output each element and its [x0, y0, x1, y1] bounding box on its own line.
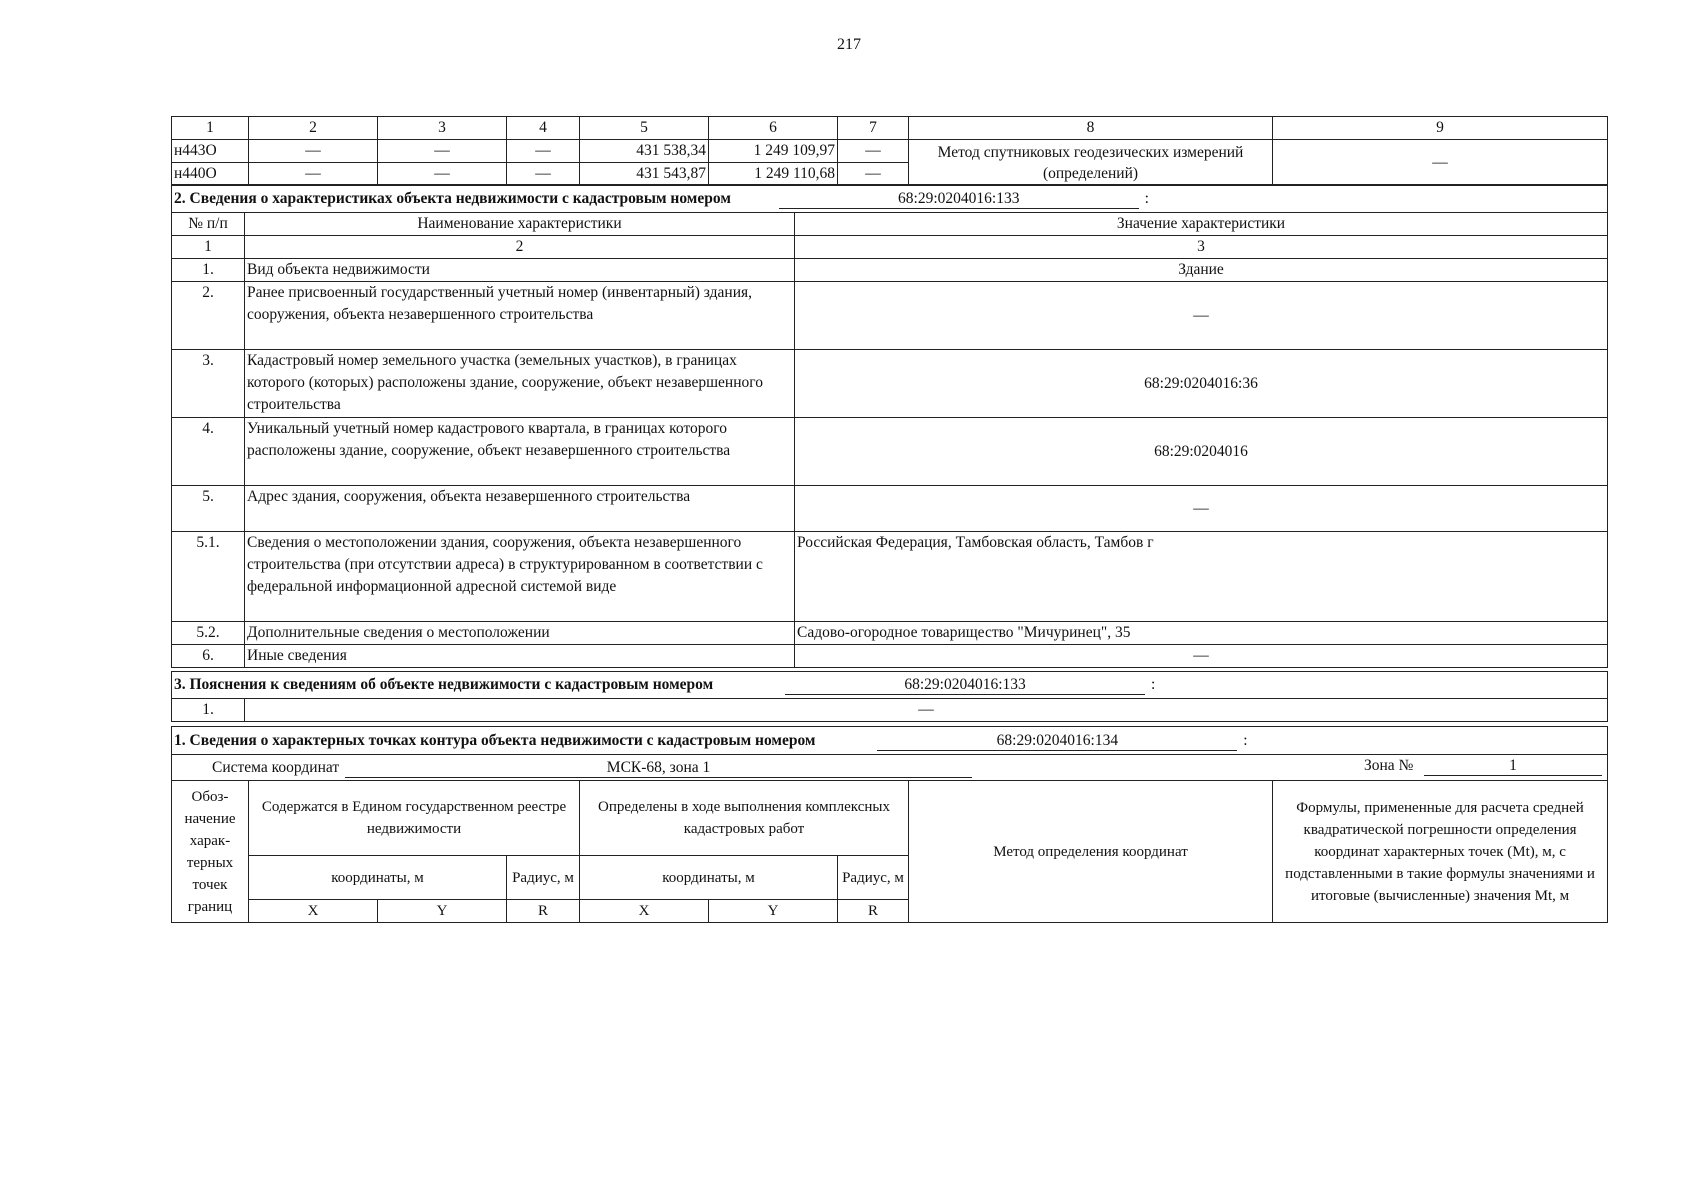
coord-system-label: Система координат [212, 758, 340, 776]
row-value: — [795, 486, 1608, 532]
section-3-cadastral-number: 68:29:0204016:133 [785, 676, 1145, 695]
table-row [172, 350, 1608, 418]
coord-y: 1 249 109,97 [709, 140, 838, 163]
table-row [172, 140, 1608, 163]
col-head-radius-complex: Радиус, м [838, 856, 909, 900]
row-name: Уникальный учетный номер кадастрового квартала, в границах которого расположены здание, сооружение, объект незавершенного строительства [245, 418, 795, 486]
coord-system-value: МСК-68, зона 1 [345, 759, 972, 778]
col-head-r-complex: R [838, 900, 909, 923]
section-2-title: 2. Сведения о характеристиках объекта недвижимости с кадастровым номером [174, 189, 731, 207]
table-row [172, 486, 1608, 532]
col-head-y-complex: Y [709, 900, 838, 923]
section-1b-title: 1. Сведения о характерных точках контура объекта недвижимости с кадастровым номером [174, 731, 816, 749]
col-head-x-egrn: X [249, 900, 378, 923]
col-head-coords-complex: координаты, м [580, 856, 838, 900]
col-index-3: 3 [378, 117, 507, 140]
row-value: Садово-огородное товарищество "Мичуринец", 35 [795, 622, 1608, 645]
col-index-7: 7 [838, 117, 909, 140]
table-row [172, 259, 1608, 282]
section-1b-header [172, 727, 1608, 755]
col-head-coords-egrn: координаты, м [249, 856, 507, 900]
col-index-1: 1 [172, 236, 245, 259]
table-row [172, 645, 1608, 668]
table-row [172, 418, 1608, 486]
col-index-3: 3 [795, 236, 1608, 259]
row-num: 1. [172, 259, 245, 282]
row-num: 6. [172, 645, 245, 668]
column-index-row [172, 117, 1608, 140]
characteristics-head-row [172, 213, 1608, 236]
zone-value: 1 [1424, 757, 1602, 776]
section-2-colon: : [1144, 189, 1149, 207]
col-head-designation: Обоз-начение харак-терных точек границ [172, 781, 249, 923]
cell-dash: — [507, 140, 580, 163]
section-2-cadastral-number: 68:29:0204016:133 [779, 190, 1139, 209]
point-designation: н440О [172, 163, 249, 186]
cell-dash: — [249, 163, 378, 186]
col-head-r-egrn: R [507, 900, 580, 923]
zone-label: Зона № [1364, 757, 1414, 774]
formula-cell: — [1273, 140, 1608, 186]
row-name: Адрес здания, сооружения, объекта незавершенного строительства [245, 486, 795, 532]
col-head-value: Значение характеристики [795, 213, 1608, 236]
points-head-row [172, 781, 1608, 856]
coord-x: 431 538,34 [580, 140, 709, 163]
row-name: Дополнительные сведения о местоположении [245, 622, 795, 645]
col-head-y-egrn: Y [378, 900, 507, 923]
cell-dash: — [249, 140, 378, 163]
col-head-method: Метод определения координат [909, 781, 1273, 923]
row-value: Российская Федерация, Тамбовская область, Тамбов г [795, 532, 1608, 622]
row-num: 5. [172, 486, 245, 532]
row-num: 1. [172, 699, 245, 722]
coord-y: 1 249 110,68 [709, 163, 838, 186]
col-index-8: 8 [909, 117, 1273, 140]
cell-dash: — [838, 163, 909, 186]
row-value: 68:29:0204016 [795, 418, 1608, 486]
cell-dash: — [838, 140, 909, 163]
section-3-colon: : [1150, 676, 1156, 693]
col-index-6: 6 [709, 117, 838, 140]
contour-points-table [171, 726, 1608, 923]
col-head-x-complex: X [580, 900, 709, 923]
method-cell: Метод спутниковых геодезических измерений (определений) [909, 140, 1273, 186]
col-index-1: 1 [172, 117, 249, 140]
row-name: Сведения о местоположении здания, сооружения, объекта незавершенного строительства (при отсутствии адреса) в структурированном в соответствии с федеральной информационной адресной системой виде [245, 532, 795, 622]
col-head-egrn: Содержатся в Едином государственном реестре недвижимости [249, 781, 580, 856]
col-index-5: 5 [580, 117, 709, 140]
col-head-name: Наименование характеристики [245, 213, 795, 236]
row-value: 68:29:0204016:36 [795, 350, 1608, 418]
col-index-2: 2 [245, 236, 795, 259]
table-row [172, 699, 1608, 722]
characteristics-table [171, 184, 1608, 668]
explanations-table [171, 671, 1608, 722]
row-num: 4. [172, 418, 245, 486]
row-name: Ранее присвоенный государственный учетный номер (инвентарный) здания, сооружения, объекта незавершенного строительства [245, 282, 795, 350]
row-name: Кадастровый номер земельного участка (земельных участков), в границах которого (которых) расположены здание, сооружение, объект незавершенного строительства [245, 350, 795, 418]
col-index-4: 4 [507, 117, 580, 140]
point-designation: н443О [172, 140, 249, 163]
row-value: — [245, 699, 1608, 722]
cell-dash: — [378, 163, 507, 186]
coordinates-table [171, 116, 1608, 186]
table-row [172, 622, 1608, 645]
section-3-title: 3. Пояснения к сведениям об объекте недвижимости с кадастровым номером [174, 676, 714, 693]
section-2-header [172, 185, 1608, 213]
coordinate-system-row [172, 755, 1608, 781]
characteristics-index-row [172, 236, 1608, 259]
col-head-num: № п/п [172, 213, 245, 236]
row-name: Вид объекта недвижимости [245, 259, 795, 282]
cell-dash: — [378, 140, 507, 163]
cell-dash: — [507, 163, 580, 186]
col-head-complex: Определены в ходе выполнения комплексных кадастровых работ [580, 781, 909, 856]
page-number: 217 [837, 36, 861, 53]
section-1b-colon: : [1243, 731, 1248, 749]
row-value: Здание [795, 259, 1608, 282]
section-1b-cadastral-number: 68:29:0204016:134 [877, 732, 1237, 751]
row-value: — [795, 282, 1608, 350]
row-value: — [795, 645, 1608, 668]
row-name: Иные сведения [245, 645, 795, 668]
table-row [172, 282, 1608, 350]
table-row [172, 532, 1608, 622]
col-index-2: 2 [249, 117, 378, 140]
section-3-header [172, 672, 1608, 699]
coord-x: 431 543,87 [580, 163, 709, 186]
col-head-radius-egrn: Радиус, м [507, 856, 580, 900]
col-head-formulas: Формулы, примененные для расчета средней квадратической погрешности определения координат характерных точек (Mt), м, с подставленными в такие формулы значениями и итоговые (вычисленные) значения Mt, м [1273, 781, 1608, 923]
row-num: 2. [172, 282, 245, 350]
row-num: 3. [172, 350, 245, 418]
row-num: 5.2. [172, 622, 245, 645]
col-index-9: 9 [1273, 117, 1608, 140]
row-num: 5.1. [172, 532, 245, 622]
